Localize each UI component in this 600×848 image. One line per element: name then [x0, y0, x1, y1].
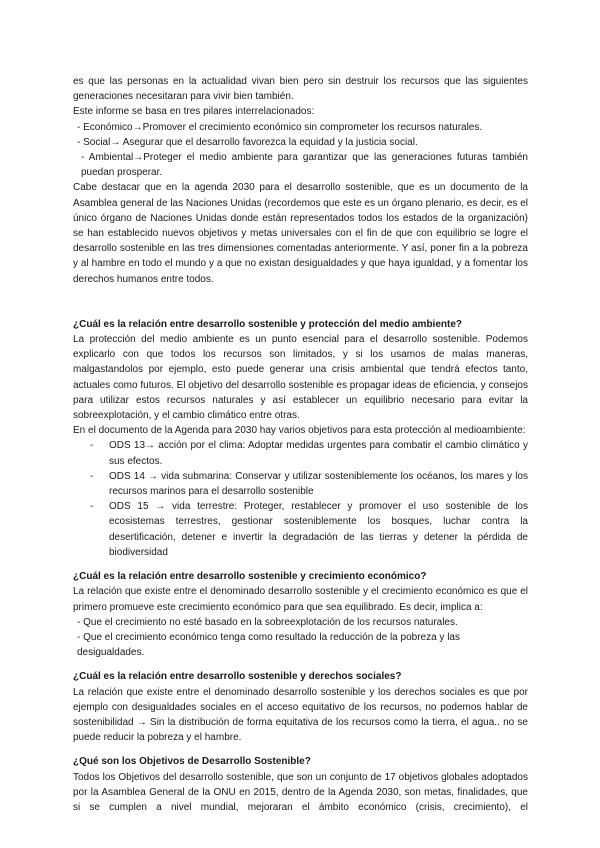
pillar-environmental: - Ambiental→Proteger el medio ambiente para garantizar que las generaciones futuras también puedan prosperar.: [81, 152, 528, 179]
section-spacer: [73, 560, 528, 569]
ods-paragraph: Todos los Objetivos del desarrollo sostenible, que son un conjunto de 17 objetivos globales adoptados por la Asamblea General de la ONU en 2015, dentro de la Agenda 2030, son metas, finalidades, que si se cumplen a nivel mundial, mejoraran el ámbito económico (crisis, crecimiento), el: [73, 771, 528, 813]
intro-paragraph: es que las personas en la actualidad vivan bien pero sin destruir los recursos que las siguientes generaciones necesitaran para vivir bien también.: [73, 76, 528, 103]
section-spacer: [73, 287, 528, 317]
social-rights-paragraph: La relación que existe entre el denominado desarrollo sostenible y los derechos sociales es que por ejemplo con desigualdades sociales en el acceso equitativo de los recursos, no podemos hablar de sostenibilidad → Sin la distribución de forma equitativa de los recursos como la tierra, el agua.. no se puede reducir la pobreza y el hambre.: [73, 686, 528, 744]
list-item: - Que el crecimiento económico tenga como resultado la reducción de la pobreza y las desigualdades.: [77, 631, 460, 659]
section-heading-environment: ¿Cuál es la relación entre desarrollo sostenible y protección del medio ambiente?: [73, 318, 462, 330]
list-item: - ODS 14 → vida submarina: Conservar y utilizar sosteniblemente los océanos, los mares y los recursos marinos para el desarrollo sostenible: [109, 469, 528, 499]
section-heading-ods: ¿Qué son los Objetivos de Desarrollo Sostenible?: [73, 756, 311, 768]
environment-paragraph: La protección del medio ambiente es un punto esencial para el desarrollo sostenible. Podemos explicarlo con que todos los recursos son limitados, y si los usamos de malas maneras, malgastandolos por ejemplo, esto puede generar una crisis ambiental que tendrá efectos tanto, actuales como futuros. El objetivo del desarrollo sostenible es propagar ideas de eficiencia, y consejos para utilizar estos recursos naturales y así establecer un equilibrio necesario para evitar la sobreexplotación, y el cambio climático entre otras.: [73, 334, 528, 422]
economy-paragraph: La relación que existe entre el denominado desarrollo sostenible y el crecimiento económico es que el primero promueve este crecimiento económico para que sea equilibrado. Es decir, implica a:: [73, 586, 528, 613]
section-heading-social-rights: ¿Cuál es la relación entre desarrollo sostenible y derechos sociales?: [73, 671, 402, 683]
intro-pillars-lead: Este informe se basa en tres pilares interrelacionados:: [73, 106, 315, 118]
section-spacer: [73, 660, 528, 669]
list-item: - ODS 15 → vida terrestre: Proteger, restablecer y promover el uso sostenible de los ecosistemas terrestres, gestionar sosteniblemente los bosques, luchar contra la desertificación, detener e invertir la degradación de las tierras y detener la pérdida de biodiversidad: [109, 499, 528, 560]
list-item: - ODS 13→ acción por el clima: Adoptar medidas urgentes para combatir el cambio climático y sus efectos.: [109, 438, 528, 468]
section-heading-economy: ¿Cuál es la relación entre desarrollo sostenible y crecimiento económico?: [73, 571, 427, 583]
list-item: - Que el crecimiento no esté basado en la sobreexplotación de los recursos naturales.: [77, 616, 458, 628]
pillar-economic: - Económico→Promover el crecimiento económico sin comprometer los recursos naturales.: [77, 121, 483, 133]
agenda-2030-paragraph: Cabe destacar que en la agenda 2030 para el desarrollo sostenible, que es un documento de la Asamblea general de las Naciones Unidas (recordemos que este es un órgano plenario, es decir, es el único órgano de Naciones Unidas donde están representados todos los estados de la organización) se han establecido nuevos objetivos y metas universales con el fin de que con equilibrio se logre el desarrollo sostenible en las tres dimensiones comentadas anteriormente. Y así, poner fin a la pobreza y al hambre en todo el mundo y a que no existan desigualdades y que haya igualdad, y a fomentar los derechos humanos entre todos.: [73, 182, 528, 285]
pillar-social: - Social→ Asegurar que el desarrollo favorezca la equidad y la justicia social.: [77, 136, 418, 148]
agenda-objectives-lead: En el documento de la Agenda para 2030 hay varios objetivos para esta protección al medioambiente:: [73, 425, 526, 437]
ods-list: [73, 438, 528, 560]
section-spacer: [73, 745, 528, 754]
